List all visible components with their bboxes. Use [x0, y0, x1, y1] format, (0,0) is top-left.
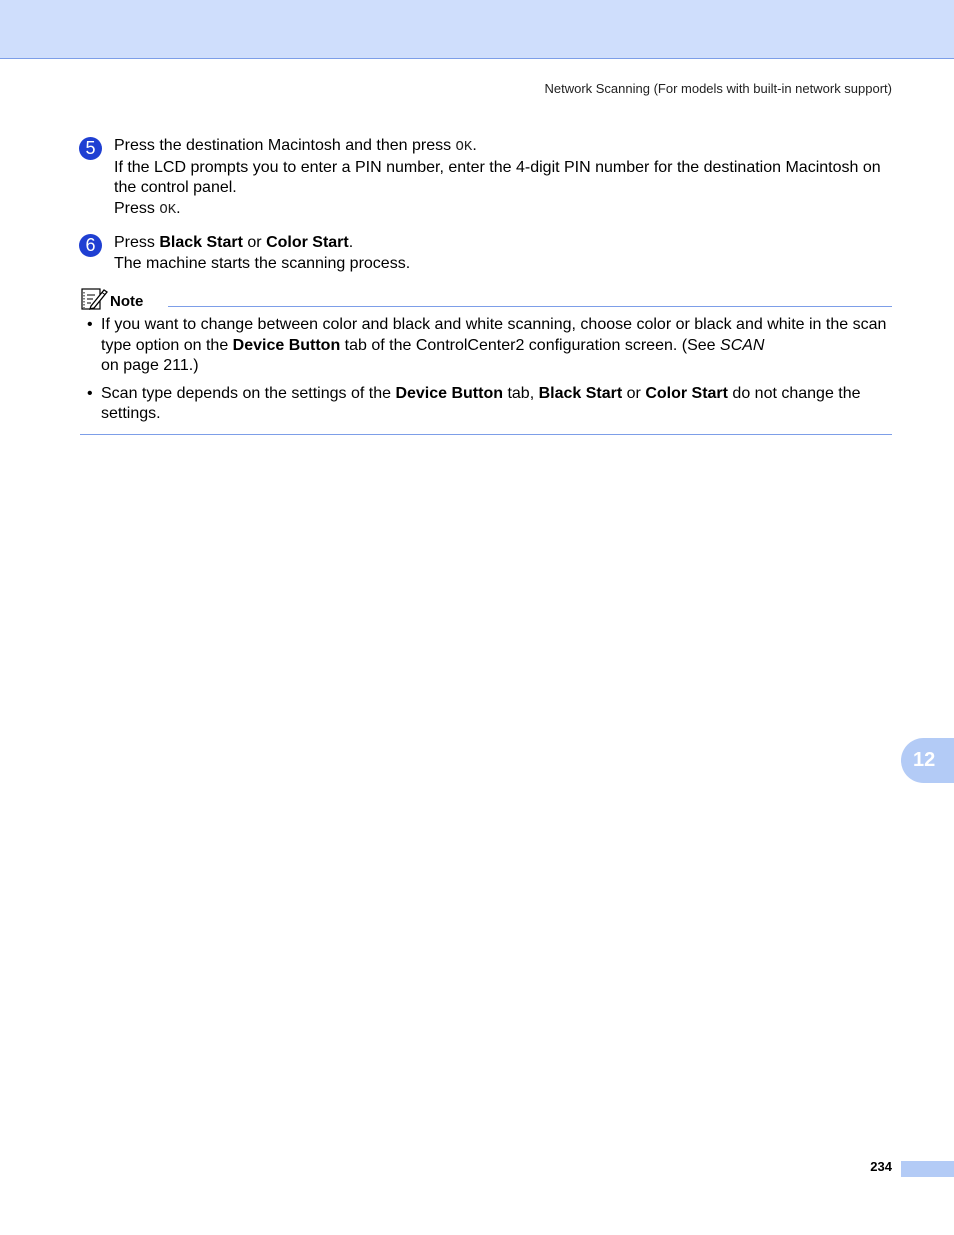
device-button-label: Device Button [232, 336, 341, 354]
step-text: . [348, 234, 354, 251]
note-text: Scan type depends on the settings of the [101, 384, 396, 402]
note-text: tab of the ControlCenter2 configuration screen. (See [340, 336, 721, 354]
note-end-divider [80, 434, 892, 435]
bullet: • [87, 384, 93, 402]
bullet: • [87, 316, 93, 333]
step-body [114, 136, 891, 220]
step-line [114, 199, 891, 221]
note-item [80, 384, 892, 425]
step-line [114, 233, 891, 254]
chapter-tab: 12 [901, 738, 954, 783]
note-text: or [622, 384, 646, 402]
black-start-label: Black Start [538, 384, 623, 402]
note-text: tab, [503, 384, 539, 402]
note-item [80, 315, 892, 377]
page-number-bar [901, 1161, 954, 1177]
color-start-label: Color Start [266, 234, 349, 251]
device-button-label: Device Button [395, 384, 504, 402]
step-text: Press the destination Macintosh and then press [114, 137, 456, 154]
running-header: Network Scanning (For models with built-in network support) [544, 81, 892, 96]
note-divider [168, 306, 892, 307]
page-number: 234 [870, 1159, 892, 1174]
note-label: Note [110, 293, 144, 310]
ok-key-label: OK [159, 201, 177, 218]
step-line: If the LCD prompts you to enter a PIN number, enter the 4-digit PIN number for the destination Macintosh on the control panel. [114, 158, 881, 196]
note-text: do not change the settings. [101, 384, 861, 422]
step-5 [79, 136, 891, 220]
ok-key-label: OK [455, 139, 473, 155]
note-header [80, 287, 892, 311]
step-text: . [472, 137, 477, 154]
step-text: Press [114, 199, 160, 217]
note-text: on page 211.) [101, 357, 199, 374]
color-start-label: Color Start [645, 384, 728, 402]
black-start-label: Black Start [159, 234, 243, 251]
note-list [80, 315, 892, 432]
step-number-badge: 5 [79, 137, 102, 160]
header-band [0, 0, 954, 59]
step-6 [79, 233, 891, 274]
step-text: or [242, 234, 267, 251]
note-text: If you want to change between color and black and white scanning, choose color or black and white in the scan type option on the [101, 316, 887, 354]
step-body [114, 233, 891, 274]
step-text: Press [114, 234, 160, 251]
step-line: The machine starts the scanning process. [114, 254, 411, 272]
step-number-badge: 6 [79, 234, 102, 257]
scan-reference: SCAN [720, 336, 765, 354]
step-line [114, 136, 891, 158]
step-text: . [176, 199, 181, 217]
note-pencil-icon [80, 287, 108, 311]
